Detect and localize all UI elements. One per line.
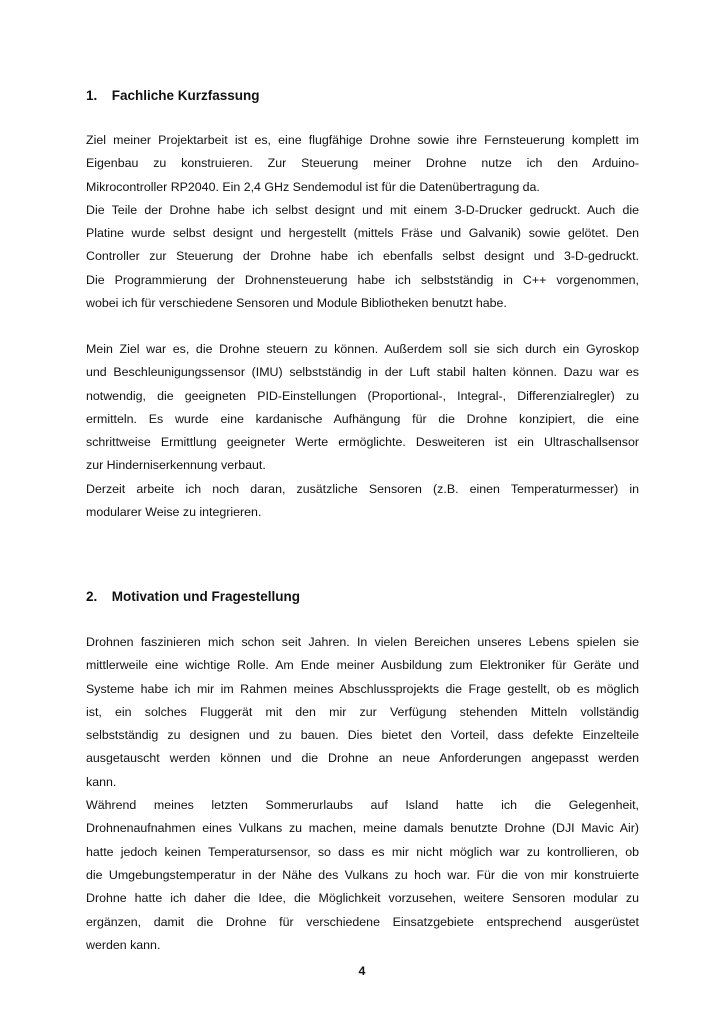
- section-2-number: 2.: [86, 589, 98, 604]
- section-1-heading: [86, 88, 260, 104]
- text-line: zur Hinderniserkennung verbaut.: [86, 458, 266, 473]
- text-line: notwendig, die geeigneten PID-Einstellungen (Proportional-, Integral-, Differenzialregler) zu: [86, 388, 639, 403]
- text-line: Eigenbau zu konstruieren. Zur Steuerung meiner Drohne nutze ich den Arduino-: [86, 156, 639, 171]
- text-line: und Beschleunigungssensor (IMU) selbstständig in der Luft stabil halten können. Dazu war es: [86, 365, 639, 380]
- text-line: Controller zur Steuerung der Drohne habe ich ebenfalls selbst designt und 3-D-gedruckt.: [86, 249, 639, 264]
- text-line: wobei ich für verschiedene Sensoren und Module Bibliotheken benutzt habe.: [86, 296, 507, 311]
- text-line: Die Teile der Drohne habe ich selbst designt und mit einem 3-D-Drucker gedruckt. Auch die: [86, 202, 639, 217]
- text-line: Die Programmierung der Drohnensteuerung habe ich selbstständig in C++ vorgenommen,: [86, 272, 639, 287]
- text-line: schrittweise Ermittlung geeigneter Werte ermöglichte. Desweiteren ist ein Ultraschallsensor: [86, 435, 639, 450]
- section-2-title: Motivation und Fragestellung: [111, 589, 301, 604]
- text-line: die Umgebungstemperatur in der Nähe des Vulkans zu hoch war. Für die von mir konstruierte: [86, 867, 639, 882]
- text-line: ist, ein solches Fluggerät mit den mir zur Verfügung stehenden Mitteln vollständig: [86, 704, 639, 719]
- section-2-paragraph-1: [86, 631, 639, 957]
- text-line: Mikrocontroller RP2040. Ein 2,4 GHz Sendemodul ist für die Datenübertragung da.: [86, 179, 540, 194]
- text-line: kann.: [86, 774, 117, 789]
- text-line: Systeme habe ich mir im Rahmen meines Abschlussprojekts die Frage gestellt, ob es möglich: [86, 681, 639, 696]
- page-number: 4: [358, 964, 366, 978]
- text-line: hatte jedoch keinen Temperatursensor, so dass es mir nicht möglich war zu kontrollieren, ob: [86, 844, 639, 859]
- section-1-number: 1.: [86, 88, 98, 103]
- section-1-paragraph-1: [86, 129, 639, 315]
- section-1-title: Fachliche Kurzfassung: [111, 88, 260, 103]
- text-line: modularer Weise zu integrieren.: [86, 505, 262, 520]
- text-line: Derzeit arbeite ich noch daran, zusätzliche Sensoren (z.B. einen Temperaturmesser) in: [86, 481, 639, 496]
- text-line: Mein Ziel war es, die Drohne steuern zu können. Außerdem soll sie sich durch ein Gyroskop: [86, 342, 639, 356]
- text-line: ausgetauscht werden können und die Drohne an neue Anforderungen angepasst werden: [86, 751, 639, 766]
- text-line: Drohnen faszinieren mich schon seit Jahren. In vielen Bereichen unseres Lebens spielen sie: [86, 635, 639, 649]
- text-line: Während meines letzten Sommerurlaubs auf Island hatte ich die Gelegenheit,: [86, 798, 639, 813]
- text-line: ergänzen, damit die Drohne für verschiedene Einsatzgebiete entsprechend ausgerüstet: [86, 914, 639, 929]
- text-line: Ziel meiner Projektarbeit ist es, eine flugfähige Drohne sowie ihre Fernsteuerung komplett im: [86, 133, 639, 147]
- text-line: ermitteln. Es wurde eine kardanische Aufhängung für die Drohne konzipiert, die eine: [86, 411, 639, 426]
- section-2-heading: [86, 589, 300, 605]
- text-line: Platine wurde selbst designt und hergestellt (mittels Fräse und Galvanik) sowie gelötet. Den: [86, 226, 639, 241]
- text-line: Drohne hatte ich daher die Idee, die Möglichkeit vorzusehen, weitere Sensoren modular zu: [86, 891, 639, 906]
- text-line: werden kann.: [86, 937, 161, 952]
- text-line: mittlerweile eine wichtige Rolle. Am Ende meiner Ausbildung zum Elektroniker für Geräte und: [86, 658, 639, 673]
- text-line: Drohnenaufnahmen eines Vulkans zu machen, meine damals benutzte Drohne (DJI Mavic Air): [86, 821, 639, 836]
- text-line: selbstständig zu designen und zu bauen. Dies bietet den Vorteil, dass defekte Einzelteile: [86, 728, 639, 743]
- section-1-paragraph-2: [86, 338, 639, 524]
